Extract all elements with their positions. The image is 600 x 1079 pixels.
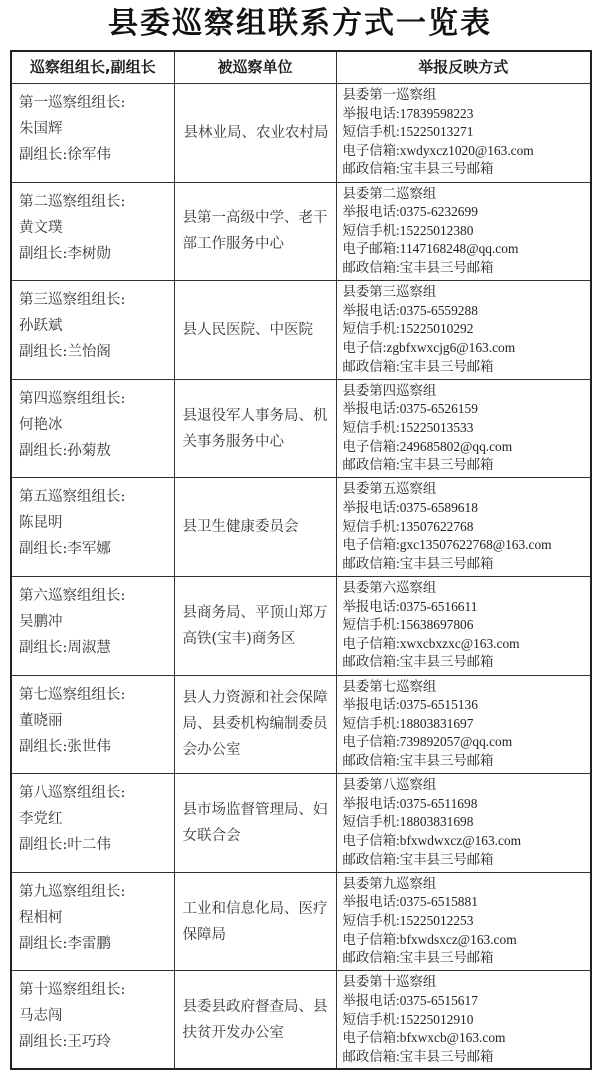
report-phone: 举报电话:0375-6232699 <box>342 204 478 220</box>
leader-title: 第九巡察组组长: <box>19 883 126 900</box>
leader-name: 孙跃斌 <box>19 318 63 335</box>
report-phone: 举报电话:0375-6515881 <box>342 894 478 910</box>
inspected-units: 县商务局、平顶山郑万高铁(宝丰)商务区 <box>174 576 336 675</box>
postal-box: 邮政信箱:宝丰县三号邮箱 <box>342 358 494 374</box>
email-address: 电子信箱:bfxwxcb@163.com <box>342 1030 506 1046</box>
table-row <box>11 84 591 183</box>
contact-cell <box>336 675 591 774</box>
table-row <box>11 872 591 971</box>
table-row <box>11 971 591 1070</box>
inspected-units: 县第一高级中学、老干部工作服务中心 <box>174 182 336 281</box>
sms-mobile: 短信手机:18803831697 <box>342 715 474 731</box>
leaders-cell <box>11 872 174 971</box>
postal-box: 邮政信箱:宝丰县三号邮箱 <box>342 654 494 670</box>
inspected-units: 县市场监督管理局、妇女联合会 <box>174 774 336 873</box>
leader-title: 第六巡察组组长: <box>19 587 126 604</box>
deputy-leader: 副组长:李雷鹏 <box>19 935 111 952</box>
contact-cell <box>336 872 591 971</box>
email-address: 电子信箱:gxc13507622768@163.com <box>342 537 552 553</box>
report-phone: 举报电话:0375-6589618 <box>342 499 478 515</box>
leader-name: 黄文璞 <box>19 219 63 236</box>
postal-box: 邮政信箱:宝丰县三号邮箱 <box>342 752 494 768</box>
leaders-cell <box>11 281 174 380</box>
group-name: 县委第七巡察组 <box>342 678 437 694</box>
report-phone: 举报电话:0375-6526159 <box>342 401 478 417</box>
postal-box: 邮政信箱:宝丰县三号邮箱 <box>342 555 494 571</box>
deputy-leader: 副组长:王巧玲 <box>19 1034 111 1051</box>
inspected-units: 县卫生健康委员会 <box>174 478 336 577</box>
postal-box: 邮政信箱:宝丰县三号邮箱 <box>342 950 494 966</box>
table-row <box>11 774 591 873</box>
postal-box: 邮政信箱:宝丰县三号邮箱 <box>342 161 494 177</box>
report-phone: 举报电话:0375-6511698 <box>342 795 478 811</box>
email-address: 电子信箱:739892057@qq.com <box>342 734 513 750</box>
leaders-cell <box>11 675 174 774</box>
group-name: 县委第九巡察组 <box>342 875 437 891</box>
contact-cell <box>336 478 591 577</box>
report-phone: 举报电话:0375-6515136 <box>342 697 478 713</box>
inspected-units: 县人力资源和社会保障局、县委机构编制委员会办公室 <box>174 675 336 774</box>
leader-title: 第二巡察组组长: <box>19 193 126 210</box>
deputy-leader: 副组长:李军娜 <box>19 541 111 558</box>
table-row <box>11 182 591 281</box>
header-row <box>11 51 591 84</box>
table-row <box>11 281 591 380</box>
sms-mobile: 短信手机:13507622768 <box>342 518 474 534</box>
postal-box: 邮政信箱:宝丰县三号邮箱 <box>342 259 494 275</box>
contact-cell <box>336 774 591 873</box>
page-title: 县委巡察组联系方式一览表 <box>108 6 492 41</box>
contact-cell <box>336 379 591 478</box>
leaders-cell <box>11 182 174 281</box>
leader-name: 何艳冰 <box>19 416 63 433</box>
leader-title: 第十巡察组组长: <box>19 982 126 999</box>
contact-cell <box>336 84 591 183</box>
deputy-leader: 副组长:兰怡阁 <box>19 344 111 361</box>
leaders-cell <box>11 478 174 577</box>
contact-cell <box>336 971 591 1070</box>
postal-box: 邮政信箱:宝丰县三号邮箱 <box>342 1048 494 1064</box>
table-row <box>11 379 591 478</box>
group-name: 县委第十巡察组 <box>342 974 437 990</box>
inspected-units: 县人民医院、中医院 <box>174 281 336 380</box>
table-row <box>11 576 591 675</box>
deputy-leader: 副组长:孙菊敖 <box>19 442 111 459</box>
leaders-cell <box>11 84 174 183</box>
email-address: 电子信箱:xwxcbxzxc@163.com <box>342 635 520 651</box>
report-phone: 举报电话:17839598223 <box>342 105 474 121</box>
leader-name: 马志闯 <box>19 1008 63 1025</box>
leader-name: 程相柯 <box>19 909 63 926</box>
group-name: 县委第六巡察组 <box>342 579 437 595</box>
sms-mobile: 短信手机:15225012253 <box>342 912 474 928</box>
table-header <box>11 51 591 84</box>
contact-cell <box>336 182 591 281</box>
leader-title: 第三巡察组组长: <box>19 292 126 309</box>
group-name: 县委第八巡察组 <box>342 777 437 793</box>
contact-table <box>10 50 592 1070</box>
sms-mobile: 短信手机:18803831698 <box>342 814 474 830</box>
header-units: 被巡察单位 <box>174 51 336 84</box>
leader-name: 董晓丽 <box>19 712 63 729</box>
sms-mobile: 短信手机:15225013271 <box>342 124 474 140</box>
header-contact: 举报反映方式 <box>336 51 591 84</box>
sms-mobile: 短信手机:15225013533 <box>342 419 474 435</box>
leaders-cell <box>11 774 174 873</box>
leaders-cell <box>11 576 174 675</box>
leader-name: 吴鹏冲 <box>19 613 63 630</box>
leader-title: 第一巡察组组长: <box>19 95 126 111</box>
postal-box: 邮政信箱:宝丰县三号邮箱 <box>342 851 494 867</box>
email-address: 电子信箱:xwdyxcz1020@163.com <box>342 142 534 158</box>
sms-mobile: 短信手机:15225010292 <box>342 321 474 337</box>
inspected-units: 县林业局、农业农村局 <box>174 84 336 183</box>
table-row <box>11 675 591 774</box>
report-phone: 举报电话:0375-6559288 <box>342 302 478 318</box>
leader-title: 第八巡察组组长: <box>19 785 126 802</box>
email-address: 电子信箱:bfxwdwxcz@163.com <box>342 832 522 848</box>
report-phone: 举报电话:0375-6516611 <box>342 598 478 614</box>
deputy-leader: 副组长:李树勋 <box>19 245 111 262</box>
contact-cell <box>336 576 591 675</box>
deputy-leader: 副组长:周淑慧 <box>19 639 111 656</box>
leaders-cell <box>11 379 174 478</box>
email-address: 电子信箱:bfxwdsxcz@163.com <box>342 931 517 947</box>
group-name: 县委第四巡察组 <box>342 382 437 398</box>
sms-mobile: 短信手机:15225012910 <box>342 1011 474 1027</box>
group-name: 县委第一巡察组 <box>342 87 437 102</box>
leader-title: 第五巡察组组长: <box>19 489 126 506</box>
inspected-units: 县退役军人事务局、机关事务服务中心 <box>174 379 336 478</box>
inspected-units: 工业和信息化局、医疗保障局 <box>174 872 336 971</box>
deputy-leader: 副组长:张世伟 <box>19 738 111 755</box>
group-name: 县委第三巡察组 <box>342 284 437 300</box>
table-body <box>11 84 591 1070</box>
deputy-leader: 副组长:徐军伟 <box>19 147 111 163</box>
contact-cell <box>336 281 591 380</box>
email-address: 电子信:zgbfxwxcjg6@163.com <box>342 339 516 355</box>
report-phone: 举报电话:0375-6515617 <box>342 992 478 1008</box>
inspected-units: 县委县政府督查局、县扶贫开发办公室 <box>174 971 336 1070</box>
deputy-leader: 副组长:叶二伟 <box>19 837 111 854</box>
table-row <box>11 478 591 577</box>
header-leaders: 巡察组组长,副组长 <box>11 51 174 84</box>
leader-title: 第四巡察组组长: <box>19 390 126 407</box>
group-name: 县委第五巡察组 <box>342 481 437 497</box>
email-address: 电子信箱:249685802@qq.com <box>342 438 513 454</box>
leader-name: 朱国辉 <box>19 121 63 137</box>
sms-mobile: 短信手机:15638697806 <box>342 617 474 633</box>
sms-mobile: 短信手机:15225012380 <box>342 222 474 238</box>
leader-title: 第七巡察组组长: <box>19 686 126 703</box>
leaders-cell <box>11 971 174 1070</box>
leader-name: 李党红 <box>19 811 63 828</box>
leader-name: 陈昆明 <box>19 515 63 532</box>
postal-box: 邮政信箱:宝丰县三号邮箱 <box>342 457 494 473</box>
email-address: 电子邮箱:1147168248@qq.com <box>342 241 519 257</box>
group-name: 县委第二巡察组 <box>342 185 437 201</box>
